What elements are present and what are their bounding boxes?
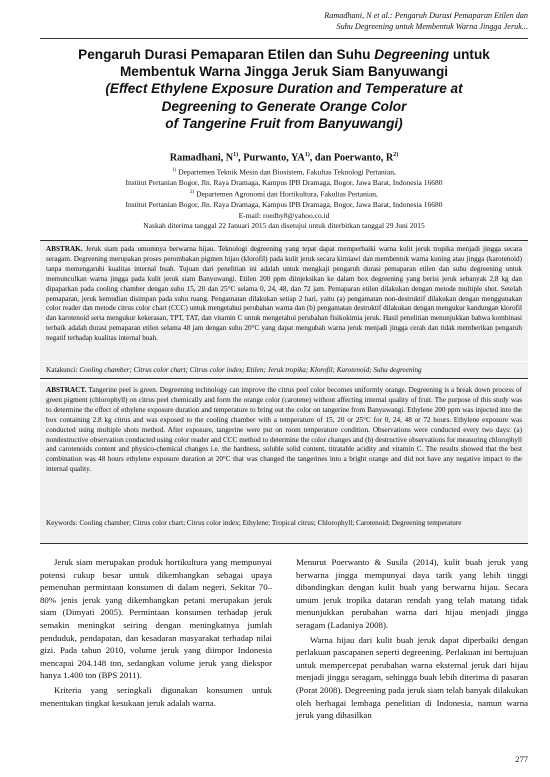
title-line5 [40,115,528,132]
keywords-paragraph [40,515,528,533]
title-line1-c: untuk [449,47,490,62]
title-line5-text: of Tangerine Fruit from Banyuwangi) [165,115,403,131]
submission-dates: Naskah diterima tanggal 22 Januari 2015 dan disetujui untuk diterbitkan tanggal 29 Juni 2015 [143,221,425,231]
body-left-paragraph-1: Jeruk siam merupakan produk hortikultura yang mempunyai potensi cukup besar untuk dikembangkan sebagai upaya pemenuhan permintaan konsumen di dalam negeri. Sekitar 70–80% jenis jeruk yang dikembangkan petani merupakan jeruk siam (Dimyati 2005). Permintaan konsumen terhadap jeruk semakin meningkat seiring dengan meningkatnya jumlah penduduk, pendapatan, dan kesadaran masyarakat terhadap nilai gizi. Pada tahun 2010, volume jeruk yang diimpor Indonesia mencapai 204.148 ton, sedangkan volume jeruk yang diekspor hanya 1.400 ton (BPS 2011). [40,557,272,681]
running-head-line1: Ramadhani, N et al.: Pengaruh Durasi Pemaparan Etilen dan [324,11,528,20]
title-line3 [40,80,528,97]
affiliation-2 [40,188,528,200]
katakunci-box [40,362,528,379]
body-right-paragraph-1: Menurut Poerwanto & Susila (2014), kulit buah jeruk yang berwarna jingga mempunyai daya tarik yang lebih tinggi dibandingkan dengan kulit buah yang berwarna hijau. Secara umum jeruk tropika dataran rendah yang telah matang tidak menunjukkan perubahan warna dari hijau menjadi jingga seragam (Ladaniya 2008). [296,557,528,630]
abstrak-box [40,240,528,361]
abstract-label: ABSTRACT. [46,386,87,394]
abstract-text: Tangerine peel is green. Degreening technology can improve the citrus peel color becomes uniformly orange. Degreening is a break down process of green pigment (chlorophyll) on citrus peel chemically and form the orange color (carotene) without affecting internal quality of fruit. The purpose of this study was to determine the effect of ethylene exposure duration and temperature to bring out the color on tangerine from Banyuwangi. Ethylene 200 ppm was injected into the box containing 2.8 kg citrus and was exposed to the cooling chamber with a temperature of 15, 20 or 25°C for 0, 24, 48 or 72 hours. Ethylene exposure was conducted using multiple shots method. After exposure, tangerine were put on room temperature condition. Observations were conducted every two days: (a) nondestructive observation conducted using color reader and CCC method to determine the color changes and (b) destructive observations for measuring chlorophyll and carotenoids content and physico-chemical changes i.e. the hardness, soluble solid content, titratable acidity and vitamin C. The results showed that the best combination was 48 hours ethylene exposure duration at 20°C that was changed the tangerines into a bright orange and did not have any negative impact to the internal quality. [46,386,522,474]
affiliation-1-text: Departemen Teknik Mesin dan Biosistem, Fakultas Teknologi Pertanian, [176,167,396,177]
title-line4 [40,98,528,115]
page-number: 277 [515,754,528,764]
abstract-paragraph [40,382,528,479]
keywords-box [40,515,528,544]
corresponding-email: E-mail: roedhy8@yahoo.co.id [238,210,330,220]
affiliations [40,166,528,231]
body-left-paragraph-2: Kriteria yang seringkali digunakan konsumen untuk menentukan tingkat kesukaan jeruk adalah warna. [40,684,272,708]
affiliation-1 [40,166,528,178]
author-list [40,152,528,163]
title-line3-text: (Effect Ethylene Exposure Duration and Temperature at [105,81,463,97]
title-line1-a: Pengaruh Durasi Pemaparan Etilen dan Suhu [78,47,375,62]
affiliation-2-address: Institut Pertanian Bogor, Jln. Raya Dramaga, Kampus IPB Dramaga, Bogor, Jawa Barat, Indonesia 16680 [125,200,443,210]
affiliation-2-text: Departemen Agronomi dan Hortikultura, Fakultas Pertanian, [194,189,378,199]
author-1: Ramadhani, N [169,152,234,164]
abstrak-text: Jeruk siam pada umumnya berwarna hijau. Teknologi degreening yang tepat dapat memperbaiki warna kulit jeruk tropika menjadi jingga secara seragam. Degreening merupakan proses perombakan pigmen hijau (klorofil) pada kulit jeruk secara kimiawi dan membentuk warna kuning atau jingga (karotenoid) tanpa memengaruhi kualitas internal buah. Tujuan dari penelitian ini adalah untuk mengkaji pengaruh durasi pemaparan etilen dan suhu degreening untuk memunculkan warna jingga pada kulit jeruk siam Banyuwangi. Etilen 200 ppm diinjeksikan ke dalam box degreening yang berisi jeruk sebanyak 2,8 kg dan dipaparkan pada cooling chamber dengan suhu 15, 20 dan 25°C selama 0, 24, 48, dan 72 jam. Pemaparan etilen dilakukan dengan metode multiple shot. Setelah pemaparan, jeruk kemudian disimpan pada suhu ruang. Pengamatan dilakukan setiap 2 hari, yaitu (a) pengamatan non-destruktif dilakukan dengan menggunakan color reader dan metode citrus color chart (CCC) untuk mengetahui perubahan warna dan (b) pengamatan destruktif dilakukan dengan mengukur kandungan klorofil dan karotenoid serta mengukur kekerasan, TPT, TAT, dan vitamin C untuk mengetahui perubahan fisikokimia jeruk. Hasil penelitian menunjukkan bahwa kombinasi terbaik adalah durasi pemaparan etilen selama 48 jam dengan suhu 20°C yang dapat mengubah warna jeruk menjadi jingga cerah dan tidak memberikan pengaruh negatif terhadap kualitas internal buah. [46,245,522,343]
title-line1 [40,46,528,63]
running-head-line2: Suhu Degreening untuk Membentuk Warna Jingga Jeruk... [336,22,528,31]
title-line4-text: Degreening to Generate Orange Color [161,98,407,114]
abstrak-paragraph [40,241,528,348]
author-2: , Purwanto, YA [238,152,305,164]
affiliation-2-mark: 2) [190,190,195,196]
body-column-left [40,556,272,711]
author-2-affil: 1) [304,152,310,158]
article-title [40,46,528,132]
title-line2: Membentuk Warna Jingga Jeruk Siam Banyuwangi [119,64,449,80]
affiliation-1-mark: 1) [172,168,177,173]
katakunci-text: Cooling chamber; Citrus color chart; Citrus color index; Etilen; Jeruk tropika; Klorofil; Karotenoid; Suhu degreening [77,366,422,374]
author-1-affil: 1) [233,152,239,158]
katakunci-paragraph [40,362,528,380]
affiliation-1-address: Institut Pertanian Bogor, Jln. Raya Dramaga, Kampus IPB Dramaga, Bogor, Jawa Barat, Indonesia 16680 [125,177,443,187]
body-right-paragraph-2: Warna hijau dari kulit buah jeruk dapat diperbaiki dengan perlakuan pascapanen seperti degreening. Perlakuan ini bertujuan untuk mempercepat perubahan warna eksternal jeruk dari hijau menjadi jingga seragam, sehingga buah lebih diterima di pasaran (Porat 2008). Degreening pada jeruk siam telah banyak dilakukan oleh berbagai lembaga penelitian di Indonesia, namun warna jeruk yang dihasilkan [296,634,528,721]
keywords-label: Keywords: [46,519,78,527]
abstract-box [40,382,528,515]
keywords-text: Cooling chamber; Citrus color chart; Citrus color index; Ethylene; Tropical citrus; Chlorophyll; Carotenoid; Degreening temperature [77,519,462,527]
abstrak-label: ABSTRAK. [46,245,83,253]
katakunci-label: Katakunci: [46,366,78,374]
author-3-affil: 2) [393,152,399,158]
body-column-right [296,556,528,724]
title-line1-italic: Degreening [374,47,450,62]
running-head [168,10,528,32]
author-3: , dan Poerwanto, R [309,152,394,164]
header-rule [40,38,528,39]
